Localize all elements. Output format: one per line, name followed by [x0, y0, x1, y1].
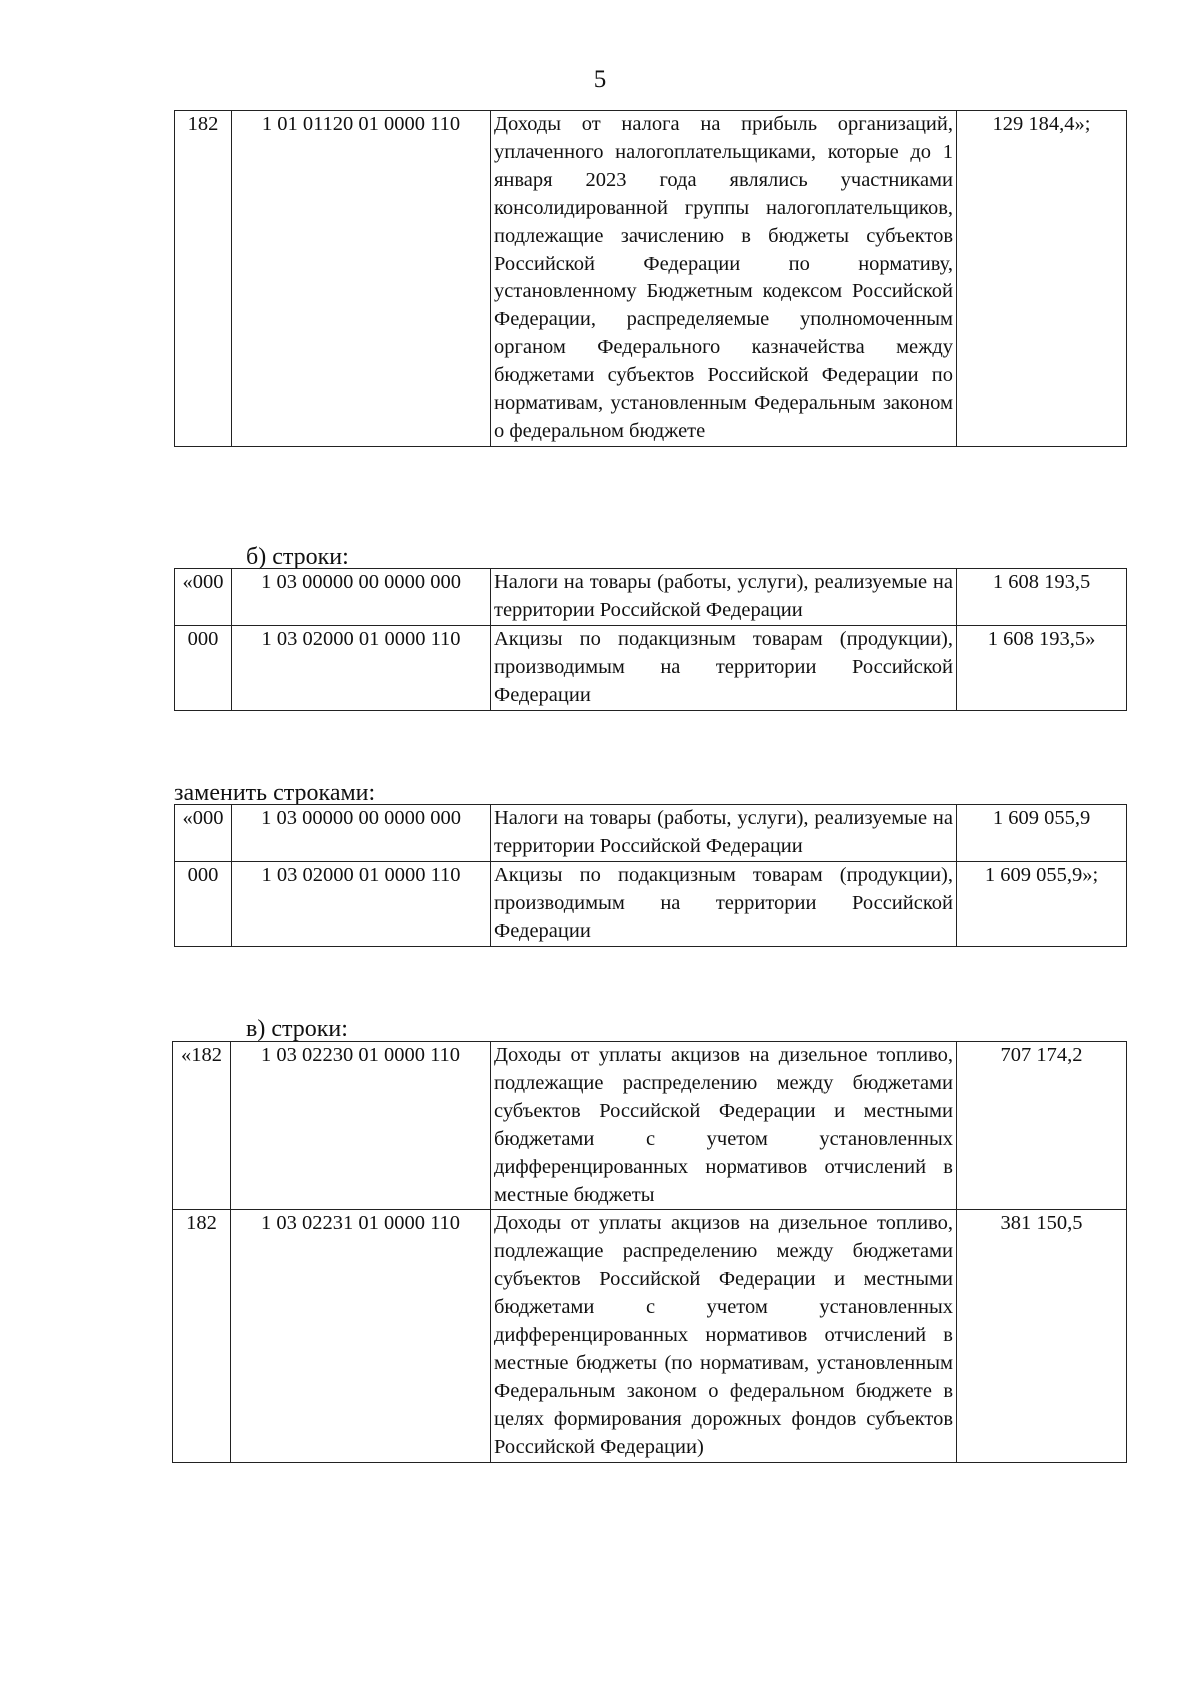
description-cell: Доходы от уплаты акцизов на дизельное топливо, подлежащие распределению между бюджетами субъектов Российской Федерации и местными бюджетами с учетом установленных дифференцированных нормативов отчислений в местные бюджеты — [491, 1042, 957, 1210]
amount-cell: 129 184,4»; — [957, 111, 1127, 447]
amount-cell: 707 174,2 — [957, 1042, 1127, 1210]
kbk-cell: 000 — [175, 625, 232, 710]
kbk-cell: 000 — [175, 861, 232, 946]
amount-cell: 1 608 193,5» — [957, 625, 1127, 710]
description-cell: Доходы от налога на прибыль организаций, уплаченного налогоплательщиками, которые до 1 января 2023 года являлись участниками консолидированной группы налогоплательщиков, подлежащие зачислению в бюджеты субъектов Российской Федерации по нормативу, установленному Бюджетным кодексом Российской Федерации, распределяемые уполномоченным органом Федерального казначейства между бюджетами субъектов Российской Федерации по нормативам, установленным Федеральным законом о федеральном бюджете — [491, 111, 957, 447]
section-label-v: в) строки: — [246, 1016, 348, 1042]
table-row — [175, 861, 1127, 946]
budget-code-cell: 1 01 01120 01 0000 110 — [232, 111, 491, 447]
diesel-excise-rows-table — [172, 1041, 1127, 1463]
section-label-replace: заменить строками: — [174, 780, 376, 806]
table-row — [175, 111, 1127, 447]
budget-code-cell: 1 03 02000 01 0000 110 — [232, 861, 491, 946]
section-label-b: б) строки: — [246, 544, 349, 570]
kbk-cell: «000 — [175, 569, 232, 626]
income-table-continued — [174, 110, 1127, 447]
original-rows-table — [174, 568, 1127, 711]
table-row — [175, 569, 1127, 626]
amount-cell: 381 150,5 — [957, 1210, 1127, 1462]
kbk-cell: «000 — [175, 805, 232, 862]
table-row — [175, 625, 1127, 710]
budget-code-cell: 1 03 00000 00 0000 000 — [232, 805, 491, 862]
description-cell: Акцизы по подакцизным товарам (продукции), производимым на территории Российской Федерации — [491, 625, 957, 710]
replacement-rows-table — [174, 804, 1127, 947]
table-row — [173, 1042, 1127, 1210]
budget-code-cell: 1 03 02230 01 0000 110 — [231, 1042, 491, 1210]
budget-code-cell: 1 03 00000 00 0000 000 — [232, 569, 491, 626]
description-cell: Налоги на товары (работы, услуги), реализуемые на территории Российской Федерации — [491, 805, 957, 862]
amount-cell: 1 609 055,9»; — [957, 861, 1127, 946]
kbk-cell: 182 — [173, 1210, 231, 1462]
kbk-cell: 182 — [175, 111, 232, 447]
amount-cell: 1 608 193,5 — [957, 569, 1127, 626]
description-cell: Налоги на товары (работы, услуги), реализуемые на территории Российской Федерации — [491, 569, 957, 626]
budget-code-cell: 1 03 02000 01 0000 110 — [232, 625, 491, 710]
table-row — [173, 1210, 1127, 1462]
description-cell: Доходы от уплаты акцизов на дизельное топливо, подлежащие распределению между бюджетами субъектов Российской Федерации и местными бюджетами с учетом установленных дифференцированных нормативов отчислений в местные бюджеты (по нормативам, установленным Федеральным законом о федеральном бюджете в целях формирования дорожных фондов субъектов Российской Федерации) — [491, 1210, 957, 1462]
budget-code-cell: 1 03 02231 01 0000 110 — [231, 1210, 491, 1462]
description-cell: Акцизы по подакцизным товарам (продукции), производимым на территории Российской Федерации — [491, 861, 957, 946]
kbk-cell: «182 — [173, 1042, 231, 1210]
page-number: 5 — [593, 66, 607, 93]
amount-cell: 1 609 055,9 — [957, 805, 1127, 862]
table-row — [175, 805, 1127, 862]
